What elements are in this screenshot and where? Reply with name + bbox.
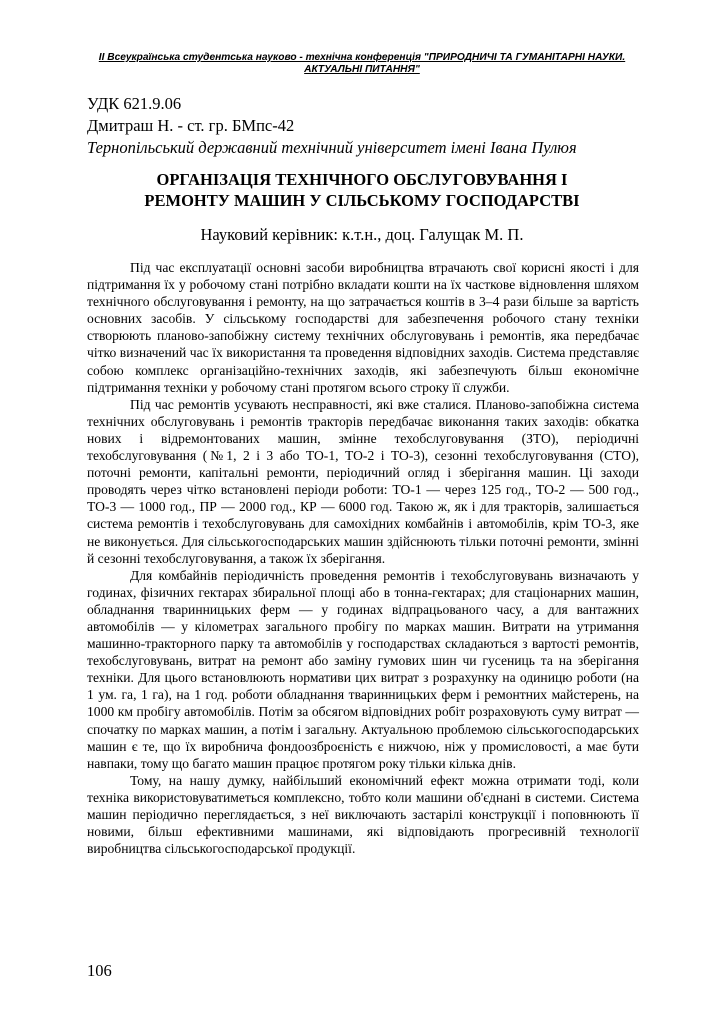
udk-code: УДК 621.9.06 — [87, 94, 182, 113]
body-paragraph: Під час ремонтів усувають несправності, які вже сталися. Планово-запобіжна система технічних обслуговувань і ремонтів тракторів передбачає виконання таких заходів: обкатка нових і відремонтованих машин, змінне техобслуговування (ЗТО), періодичні техобслуговування (№1, 2 і 3 або ТО-1, ТО-2 і ТО-3), сезонні техобслуговування (СТО), поточні ремонти, капітальні ремонти, періодичний огляд і зберігання машин. Ці заходи проводять через чітко встановлені періоди роботи: ТО-1 — через 125 год., ТО-2 — 500 год., ТО-3 — 1000 год., ПР — 2000 год., КР — 6000 год. Такою ж, як і для тракторів, залишається система ремонтів і техобслуговувань для самохідних комбайнів і автомобілів, крім ТО-3, яке не виконується. Для сільськогосподарських машин здійснюють тільки поточні ремонти, змінні й сезонні техобслуговування, а також їх зберігання. — [87, 396, 639, 566]
scientific-supervisor: Науковий керівник: к.т.н., доц. Галущак М. П. — [200, 225, 524, 244]
article-title — [60, 169, 664, 211]
conference-header — [60, 52, 664, 76]
page-number: 106 — [87, 961, 112, 980]
article-meta — [87, 93, 577, 159]
article-title-line-1: ОРГАНІЗАЦІЯ ТЕХНІЧНОГО ОБСЛУГОВУВАННЯ І — [156, 170, 568, 189]
article-body — [87, 259, 639, 857]
affiliation: Тернопільський державний технічний університет імені Івана Пулюя — [87, 138, 577, 157]
conference-header-line-2: АКТУАЛЬНІ ПИТАННЯ" — [304, 64, 420, 75]
body-paragraph: Тому, на нашу думку, найбільший економічний ефект можна отримати тоді, коли техніка використовуватиметься комплексно, тобто коли машини об'єднані в системи. Система машин періодично переглядається, з неї виключають застарілі конструкції і поповнюють її новими, більш ефективними машинами, які відповідають прогресивній технології виробництва сільськогосподарської продукції. — [87, 772, 639, 857]
article-title-line-2: РЕМОНТУ МАШИН У СІЛЬСЬКОМУ ГОСПОДАРСТВІ — [144, 191, 580, 210]
body-paragraph: Для комбайнів періодичність проведення ремонтів і техобслуговувань визначають у годинах, фізичних гектарах збиральної площі або в тонна-гектарах; для стаціонарних машин, обладнання тваринницьких ферм — у годинах відпрацьованого часу, а для вантажних автомобілів — у кілометрах загального пробігу по марках машин. Витрати на утримання машинно-тракторного парку та автомобілів у господарствах складаються з вартості ремонтів, техобслуговувань, витрат на ремонт або заміну гумових шин чи гусениць та на зберігання техніки. Для цього встановлюють нормативи цих витрат з розрахунку на одиницю роботи (на 1 ум. га, 1 га), на 1 год. роботи обладнання тваринницьких ферм і ремонтних майстерень, на 1000 км пробігу автомобілів. Потім за обсягом відповідних робіт розраховують суму витрат — спочатку по марках машин, а потім і загальну. Актуальною проблемою сільськогосподарських машин є те, що їх виробнича фондоозброєність є нижчою, ніж у промисловості, а має бути навпаки, тому що багато машин працює протягом року тільки кілька днів. — [87, 567, 639, 771]
body-paragraph: Під час експлуатації основні засоби виробництва втрачають свої корисні якості і для підтримання їх у робочому стані потрібно вкладати кошти на їх часткове відновлення шляхом технічного обслуговування і ремонту, на що затрачається коштів в 3–4 рази більше за вартість основних засобів. У сільському господарстві для забезпечення робочого стану техніки створюють планово-запобіжну систему технічних обслуговувань і ремонтів, яка передбачає чітко визначений час їх використання та проведення відповідних заходів. Система представляє собою комплекс організаційно-технічних заходів, які забезпечують більш економічне підтримання техніки у робочому стані протягом всього строку її служби. — [87, 260, 639, 395]
conference-header-line-1: II Всеукраїнська студентська науково - технічна конференція "ПРИРОДНИЧІ ТА ГУМАНІТАРНІ НАУКИ. — [98, 52, 626, 63]
author-line: Дмитраш Н. - ст. гр. БМпс-42 — [87, 116, 295, 135]
